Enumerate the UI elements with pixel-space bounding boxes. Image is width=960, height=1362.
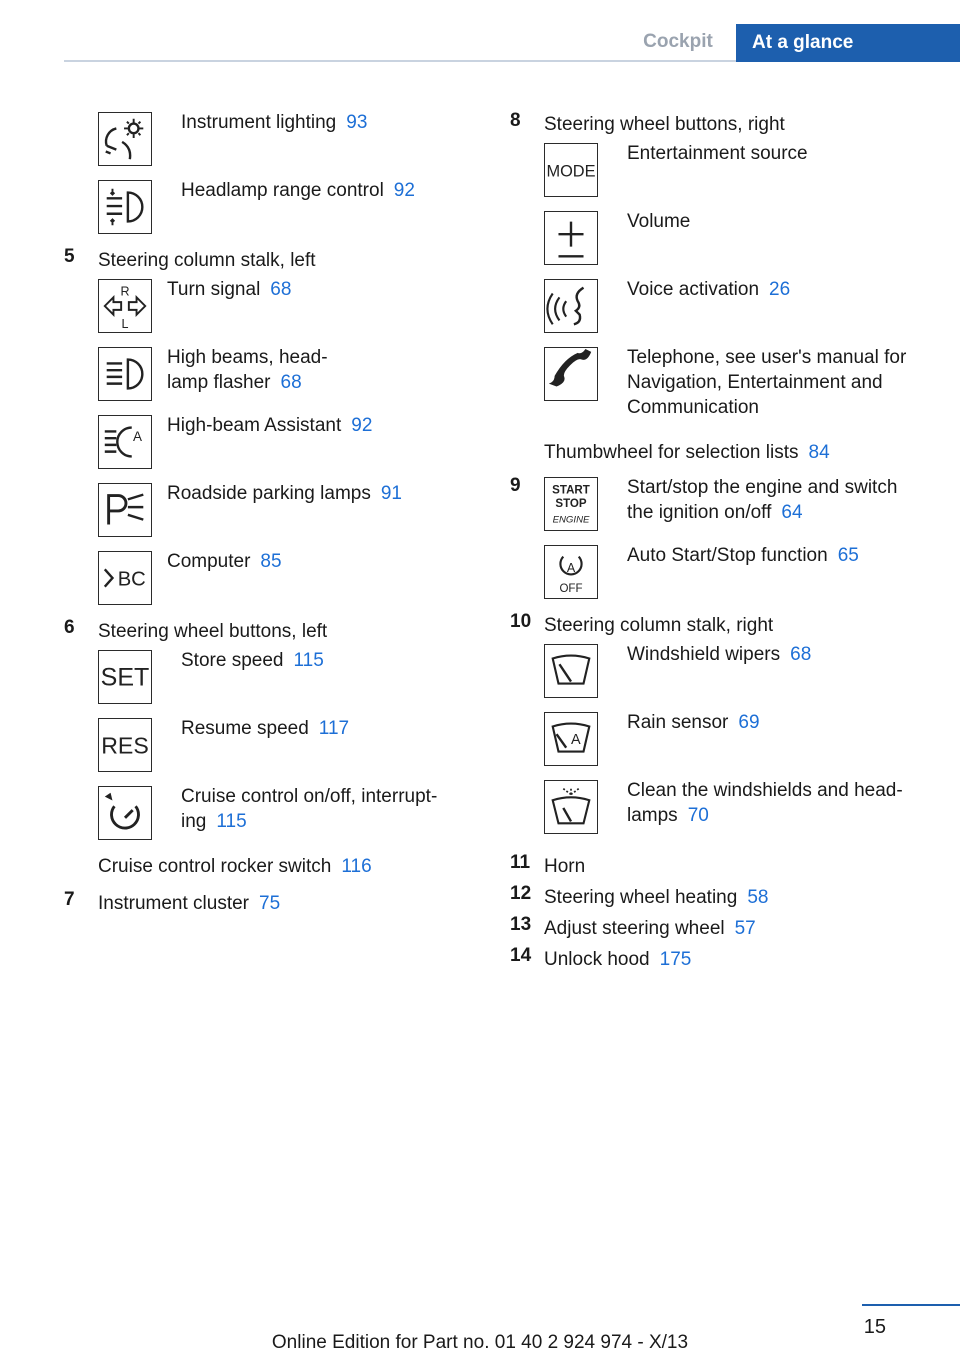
item-start-stop [544, 475, 940, 543]
entertainment-text [627, 141, 940, 166]
right-column [510, 110, 940, 976]
telephone-line1: Telephone, see user's manual for [627, 347, 907, 368]
turn-signal-ref[interactable]: 68 [270, 279, 292, 300]
item-instrument-lighting [98, 110, 504, 178]
computer-ref[interactable]: 85 [260, 551, 282, 572]
item-volume [544, 209, 940, 277]
item-wipers [544, 642, 940, 710]
wheel-heating-ref[interactable]: 58 [747, 887, 769, 908]
entry-number: 13 [510, 914, 532, 935]
clean-ref[interactable]: 70 [687, 805, 709, 826]
start-stop-ref[interactable]: 64 [781, 502, 803, 523]
entry-stalk-left [64, 246, 504, 617]
set-text: SET [100, 663, 150, 692]
computer-label: Computer [167, 551, 251, 572]
entry-title: Steering wheel buttons, left [98, 621, 328, 642]
auto-start-stop-label: Auto Start/Stop function [627, 545, 828, 566]
item-cruise-control [98, 784, 504, 852]
entry-title: Steering wheel buttons, right [544, 114, 785, 135]
entry-adjust-wheel [510, 914, 940, 945]
entry-title: Steering column stalk, right [544, 615, 774, 636]
entry-title-row [544, 914, 940, 945]
entry-hood [510, 945, 940, 976]
turn-signal-text [167, 277, 504, 302]
instrument-lighting-text [181, 110, 504, 135]
wipers-label: Windshield wipers [627, 644, 781, 665]
auto-start-stop-text [627, 543, 940, 568]
rain-sensor-label: Rain sensor [627, 712, 729, 733]
start-stop-start: START [552, 484, 590, 497]
mode-icon [544, 143, 598, 197]
headlamp-range-text [181, 178, 504, 203]
headlamp-range-icon [98, 180, 152, 234]
volume-icon [544, 211, 598, 265]
entry-number: 7 [64, 889, 75, 910]
voice-icon [544, 279, 598, 333]
entertainment-label: Entertainment source [627, 143, 808, 164]
store-speed-text [181, 648, 504, 673]
cluster-ref[interactable]: 75 [259, 893, 281, 914]
entry-title-row [544, 883, 940, 914]
store-speed-label: Store speed [181, 650, 284, 671]
instrument-lighting-icon [98, 112, 152, 166]
entry-horn [510, 852, 940, 883]
rain-sensor-text [627, 710, 940, 735]
mode-text: MODE [546, 162, 596, 181]
item-high-beams [98, 345, 504, 413]
cruise-control-line1: Cruise control on/off, interrupt- [181, 786, 438, 807]
item-computer [98, 549, 504, 617]
cruise-control-text [181, 784, 504, 834]
store-speed-ref[interactable]: 115 [293, 650, 324, 671]
auto-start-stop-icon [544, 545, 598, 599]
res-text: RES [101, 732, 149, 759]
entry-wheel-heating [510, 883, 940, 914]
turn-signal-r: R [120, 284, 130, 299]
start-stop-stop: STOP [555, 497, 587, 510]
computer-text [167, 549, 504, 574]
clean-line1: Clean the windshields and head- [627, 780, 903, 801]
voice-label: Voice activation [627, 279, 760, 300]
res-icon [98, 718, 152, 772]
volume-label: Volume [627, 211, 691, 232]
entry-number: 12 [510, 883, 532, 904]
start-stop-line2: the ignition on/off [627, 502, 772, 523]
voice-ref[interactable]: 26 [769, 279, 791, 300]
tab-chapter[interactable]: At a glance [736, 24, 960, 62]
clean-text [627, 778, 940, 828]
instrument-lighting-label: Instrument lighting [181, 112, 337, 133]
telephone-line2: Navigation, Entertainment and [627, 372, 883, 393]
start-stop-line1: Start/stop the engine and switch [627, 477, 898, 498]
high-beam-assistant-icon [98, 415, 152, 469]
resume-speed-ref[interactable]: 117 [318, 718, 350, 739]
headlamp-range-ref[interactable]: 92 [393, 180, 415, 201]
item-entertainment [544, 141, 940, 209]
entry-stalk-right [510, 611, 940, 846]
entry-number: 10 [510, 611, 532, 632]
turn-signal-l: L [121, 317, 129, 332]
entry-title-row [544, 945, 940, 976]
resume-speed-text [181, 716, 504, 741]
computer-bc: BC [117, 568, 146, 591]
auto-start-stop-off: OFF [559, 583, 583, 596]
thumbwheel-ref[interactable]: 84 [808, 442, 830, 463]
instrument-lighting-ref[interactable]: 93 [346, 112, 368, 133]
entry-number: 6 [64, 617, 75, 638]
entry-title: Unlock hood [544, 949, 650, 970]
headlamp-range-label: Headlamp range control [181, 180, 384, 201]
item-auto-start-stop [544, 543, 940, 611]
volume-text [627, 209, 940, 234]
set-icon [98, 650, 152, 704]
entry-title: Steering wheel heating [544, 887, 738, 908]
parking-lamp-icon [98, 483, 152, 537]
entry-lighting-group [64, 110, 504, 246]
item-store-speed [98, 648, 504, 716]
high-beams-text [167, 345, 504, 395]
rain-sensor-icon [544, 712, 598, 766]
entry-number: 14 [510, 945, 532, 966]
parking-lamps-ref[interactable]: 91 [380, 483, 402, 504]
telephone-icon [544, 347, 598, 401]
item-resume-speed [98, 716, 504, 784]
turn-signal-label: Turn signal [167, 279, 261, 300]
cruise-control-line2: ing [181, 811, 207, 832]
washer-icon [544, 780, 598, 834]
item-high-beam-assistant [98, 413, 504, 481]
hood-ref[interactable]: 175 [659, 949, 692, 970]
telephone-line3: Communication [627, 397, 759, 418]
start-stop-text [627, 475, 940, 525]
entry-title: Adjust steering wheel [544, 918, 725, 939]
wipers-text [627, 642, 940, 667]
item-thumbwheel [544, 438, 940, 475]
adjust-wheel-ref[interactable]: 57 [734, 918, 756, 939]
entry-title-row [98, 889, 504, 920]
entry-number: 9 [510, 475, 521, 496]
rain-sensor-a: A [570, 731, 581, 748]
tab-section[interactable]: Cockpit [643, 31, 713, 52]
high-beam-assistant-a: A [133, 429, 143, 445]
left-column [64, 110, 504, 920]
footer-edition: Online Edition for Part no. 01 40 2 924 974 - X/13 [271, 1332, 689, 1353]
wipers-ref[interactable]: 68 [790, 644, 812, 665]
item-voice [544, 277, 940, 345]
auto-start-stop-ref[interactable]: 65 [837, 545, 859, 566]
cruise-control-icon [98, 786, 152, 840]
entry-cluster [64, 889, 504, 920]
high-beam-assistant-ref[interactable]: 92 [351, 415, 373, 436]
entry-title: Horn [544, 856, 586, 877]
item-telephone [544, 345, 940, 438]
start-stop-icon [544, 477, 598, 531]
voice-text [627, 277, 940, 302]
resume-speed-label: Resume speed [181, 718, 309, 739]
entry-wheel-right [510, 110, 940, 475]
item-rocker-switch [98, 852, 504, 889]
turn-signal-icon [98, 279, 152, 333]
parking-lamps-label: Roadside parking lamps [167, 483, 371, 504]
computer-icon [98, 551, 152, 605]
item-parking-lamps [98, 481, 504, 549]
item-rain-sensor [544, 710, 940, 778]
thumbwheel-label: Thumbwheel for selection lists [544, 442, 799, 463]
clean-line2: lamps [627, 805, 678, 826]
entry-number: 11 [510, 852, 531, 873]
high-beam-assistant-label: High-beam Assistant [167, 415, 342, 436]
parking-lamps-text [167, 481, 504, 506]
high-beams-ref[interactable]: 68 [280, 372, 302, 393]
entry-title: Steering column stalk, left [98, 250, 316, 271]
entry-number: 8 [510, 110, 521, 131]
auto-start-stop-a: A [566, 561, 576, 575]
item-turn-signal [98, 277, 504, 345]
rain-sensor-ref[interactable]: 69 [738, 712, 760, 733]
entry-title: Instrument cluster [98, 893, 249, 914]
high-beams-line1: High beams, head- [167, 347, 328, 368]
start-stop-engine: ENGINE [552, 514, 590, 526]
item-clean [544, 778, 940, 846]
page-number: 15 [863, 1316, 886, 1338]
high-beams-line2: lamp flasher [167, 372, 271, 393]
entry-wheel-left [64, 617, 504, 889]
rocker-switch-ref[interactable]: 116 [341, 856, 372, 877]
high-beam-icon [98, 347, 152, 401]
wiper-icon [544, 644, 598, 698]
telephone-text [627, 345, 940, 420]
cruise-control-ref[interactable]: 115 [216, 811, 247, 832]
item-headlamp-range [98, 178, 504, 246]
rocker-switch-label: Cruise control rocker switch [98, 856, 332, 877]
footer-rule [862, 1304, 960, 1306]
high-beam-assistant-text [167, 413, 504, 438]
entry-engine [510, 475, 940, 611]
entry-number: 5 [64, 246, 75, 267]
